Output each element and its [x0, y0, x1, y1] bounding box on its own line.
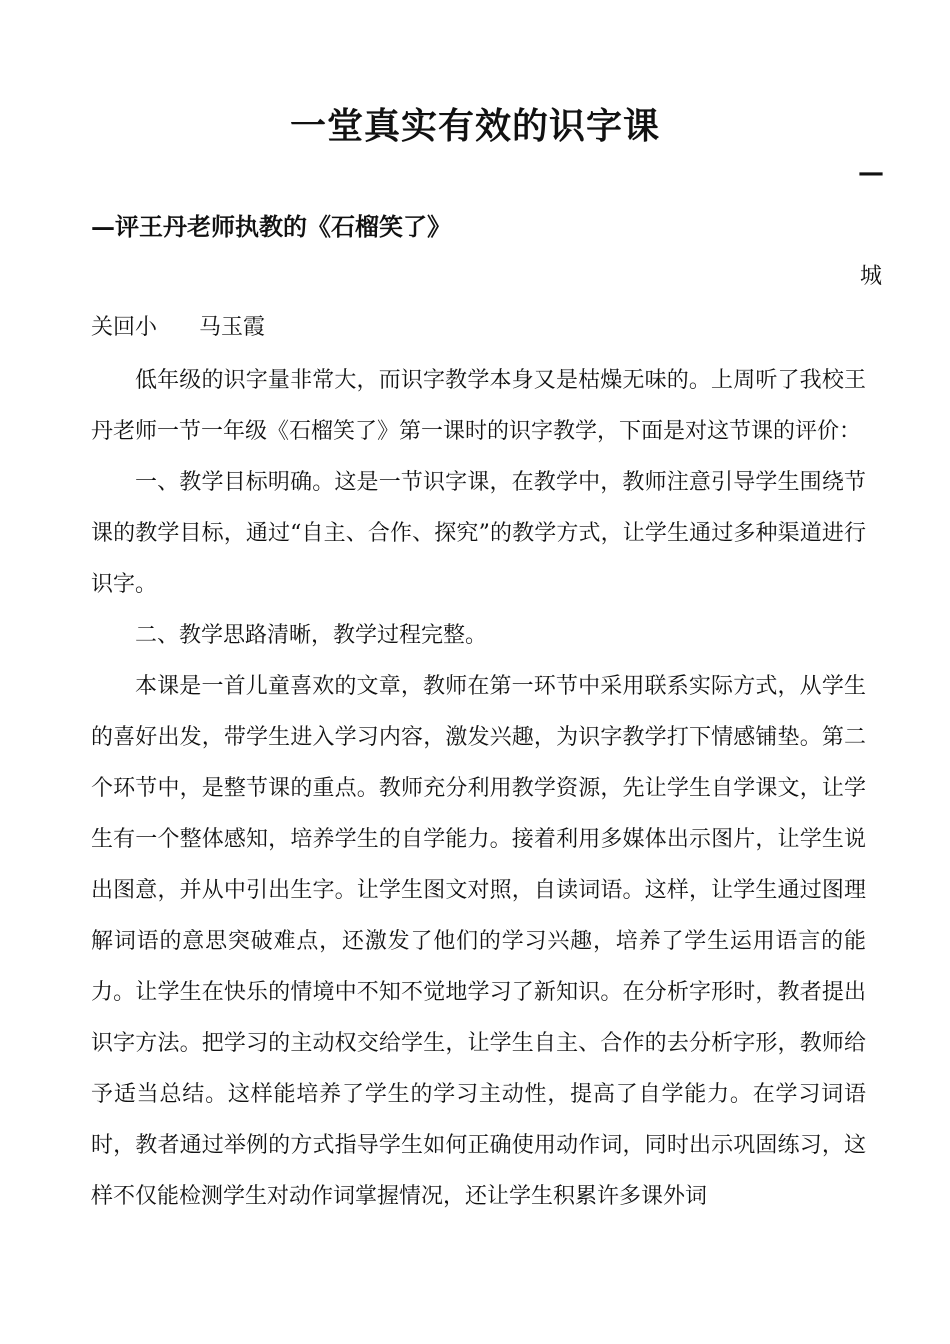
document-subtitle: —评王丹老师执教的《石榴笑了》 — [91, 212, 451, 241]
paragraph-point-two: 二、教学思路清晰，教学过程完整。 — [135, 623, 488, 648]
paragraph-intro: 低年级的识字量非常大，而识字教学本身又是枯燥无味的。上周听了我校王丹老师一节一年级《石榴笑了》第一课时的识字教学，下面是对这节课的评价： — [91, 368, 866, 444]
subtitle-dash-fragment: — — [858, 158, 884, 188]
author-school-fragment: 城 — [860, 264, 883, 289]
paragraph-lesson-detail: 本课是一首儿童喜欢的文章，教师在第一环节中采用联系实际方式，从学生的喜好出发，带学生进入学习内容，激发兴趣，为识字教学打下情感铺垫。第二个环节中，是整节课的重点。教师充分利用教学资源，先让学生自学课文，让学生有一个整体感知，培养学生的自学能力。接着利用多媒体出示图片，让学生说出图意，并从中引出生字。让学生图文对照，自读词语。这样，让学生通过图理解词语的意思突破难点，还激发了他们的学习兴趣，培养了学生运用语言的能力。让学生在快乐的情境中不知不觉地学习了新知识。在分析字形时，教者提出识字方法。把学习的主动权交给学生，让学生自主、合作的去分析字形，教师给予适当总结。这样能培养了学生的学习主动性，提高了自学能力。在学习词语时，教者通过举例的方式指导学生如何正确使用动作词，同时出示巩固练习，这样不仅能检测学生对动作词掌握情况，还让学生积累许多课外词 — [91, 674, 866, 1209]
paragraph-point-one: 一、教学目标明确。这是一节识字课，在教学中，教师注意引导学生围绕节课的教学目标，通过“自主、合作、探究”的教学方式，让学生通过多种渠道进行识字。 — [91, 470, 866, 597]
document-body — [91, 355, 866, 1222]
document-title: 一堂真实有效的识字课 — [289, 105, 660, 147]
author-line: 关回小 马玉霞 — [91, 315, 265, 340]
